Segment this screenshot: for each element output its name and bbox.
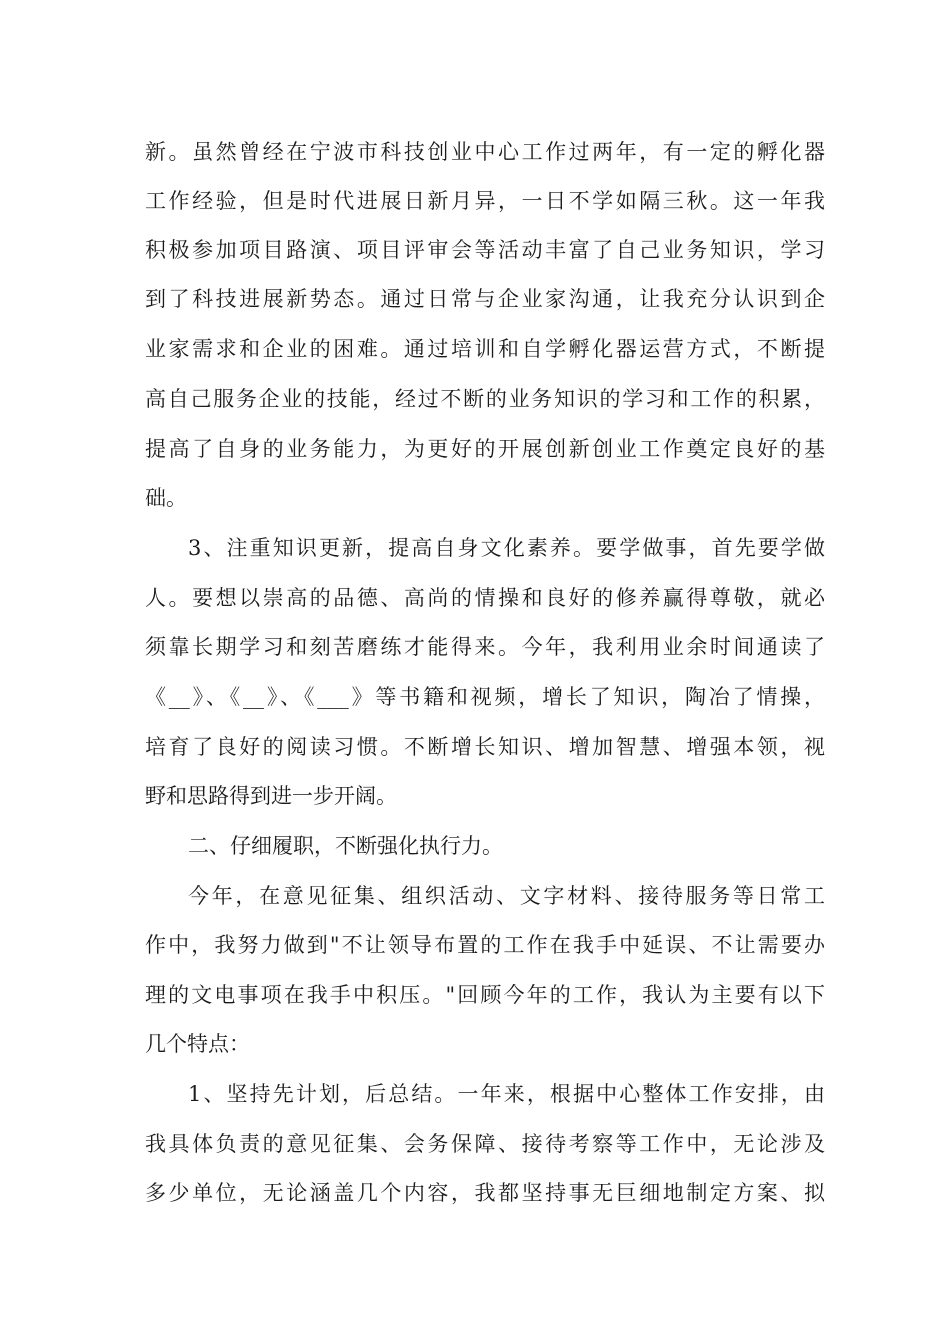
text-line: 工作经验，但是时代进展日新月异，一日不学如隔三秋。这一年我 <box>145 189 825 213</box>
text-line: 到了科技进展新势态。通过日常与企业家沟通，让我充分认识到企 <box>145 287 825 311</box>
text-line: 础。 <box>145 486 187 510</box>
text-line: 高自己服务企业的技能，经过不断的业务知识的学习和工作的积累， <box>145 387 825 411</box>
text-line: 几个特点： <box>145 1032 250 1056</box>
text-line: 业家需求和企业的困难。通过培训和自学孵化器运营方式，不断提 <box>145 337 825 361</box>
text-line: 人。要想以崇高的品德、高尚的情操和良好的修养赢得尊敬，就必 <box>145 586 825 610</box>
section-heading: 二、仔细履职，不断强化执行力。 <box>188 834 503 858</box>
text-line: 我具体负责的意见征集、会务保障、接待考察等工作中，无论涉及 <box>145 1132 825 1156</box>
text-line: 3、注重知识更新，提高自身文化素养。要学做事，首先要学做 <box>188 536 825 560</box>
text-line: 多少单位，无论涵盖几个内容，我都坚持事无巨细地制定方案、拟 <box>145 1181 825 1205</box>
text-line: 新。虽然曾经在宁波市科技创业中心工作过两年，有一定的孵化器 <box>145 140 825 164</box>
text-line: 培育了良好的阅读习惯。不断增长知识、增加智慧、增强本领，视 <box>145 735 825 759</box>
text-line: 积极参加项目路演、项目评审会等活动丰富了自己业务知识，学习 <box>145 238 825 262</box>
text-line: 1、坚持先计划，后总结。一年来，根据中心整体工作安排，由 <box>188 1082 825 1106</box>
text-line: 今年，在意见征集、组织活动、文字材料、接待服务等日常工 <box>188 884 825 908</box>
text-line: 提高了自身的业务能力，为更好的开展创新创业工作奠定良好的基 <box>145 437 825 461</box>
text-line: 须靠长期学习和刻苦磨练才能得来。今年，我利用业余时间通读了 <box>145 635 825 659</box>
text-line: 野和思路得到进一步开阔。 <box>145 784 397 808</box>
text-line: 作中，我努力做到"不让领导布置的工作在我手中延误、不让需要办 <box>145 933 825 957</box>
text-line: 《__》、《__》、《___》等书籍和视频，增长了知识，陶冶了情操， <box>145 685 825 709</box>
text-line: 理的文电事项在我手中积压。"回顾今年的工作，我认为主要有以下 <box>145 983 825 1007</box>
